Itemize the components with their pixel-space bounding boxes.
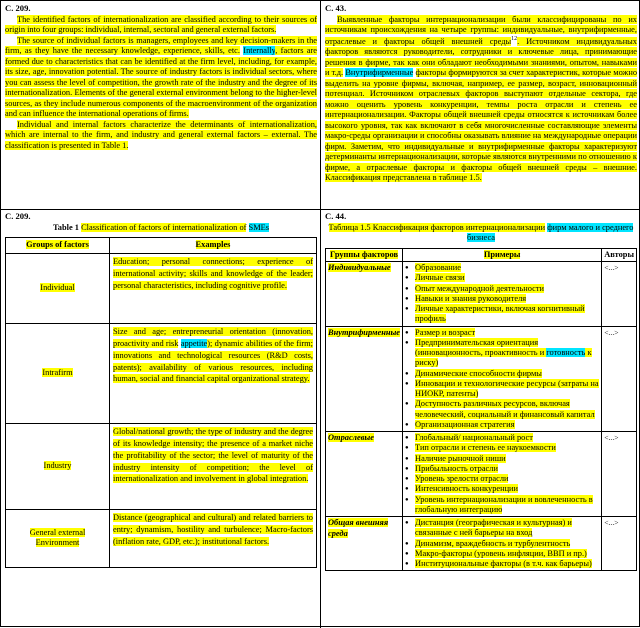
en-examples-individual: Education; personal connections; experience of international activity; skills and knowledge of the leader; personal characteristics, including cognitive profile.: [113, 256, 313, 290]
ru-examples-cell: [403, 262, 602, 327]
en-table-caption-term: SMEs: [248, 222, 270, 232]
ru-group-label: Индивидуальные: [328, 263, 391, 273]
en-table-caption: [5, 223, 317, 234]
list-item: [405, 304, 599, 325]
ru-example-text: Навыки и знания руководителя: [415, 293, 527, 303]
ru-group-cell: [326, 432, 403, 517]
list-item: [405, 518, 599, 539]
column-divider: [320, 1, 321, 628]
ru-example-text: Опыт международной деятельности: [415, 283, 544, 293]
ru-examples-cell: [403, 326, 602, 432]
en-text-cell: [5, 3, 317, 208]
en-text-p2b: , factors are formed due to characteristics that can be identified at the firm level, including, for example, its size, age, innovation potential. The source of industry factors is individual sectors, where you can assess the level of competition, the growth rate of the industry and the degree of its internationalization. Elements of the general external environment belong to the higher-level sources, as they include numerous components of the macroenvironment of the organization and can influence the international operations of firms.: [5, 46, 317, 119]
ru-col-groups: [326, 248, 403, 262]
ru-example-text: Динамизм, враждебность и турбулентность: [415, 538, 571, 548]
en-group-cell: [6, 509, 110, 567]
ru-example-text: Личные связи: [415, 273, 465, 283]
ru-example-text: Интенсивность конкуренции: [415, 484, 519, 494]
en-table-cell: [5, 211, 317, 626]
ru-text-p1c: факторы формируются за счет характеристик, которые можно выделить на уровне фирмы, включая, например, ее размер, возраст, инновационный потенциал. Источником отраслевых факторов выступают отдельные сектора, где можно оценить уровень конкуренции, темпы роста отрасли и степень ее интернационализации. Факторы общей внешней среды относятся к источникам более высокого уровня, так как включают в себя многочисленные составляющие элементы макро-среды организации и способны оказывать влияние на международные операции фирм. Заметим, что индивидуальные и внутрифирменные факторы характеризуют детерминанты интернационализации, которые являются внутренними по отношению к фирме, а отраслевые факторы и факторы общей внешней среды – внешние. Классификация представлена в таблице 1.5.: [325, 68, 637, 183]
en-group-cell: [6, 423, 110, 509]
en-text-p2a: The source of individual factors is managers, employees and key decision-makers in the firm, as they have the necessary knowledge, experience, skills, etc.: [5, 35, 317, 56]
list-item: [405, 474, 599, 484]
en-table-caption-label: Table 1: [52, 222, 79, 232]
ru-group-label: Внутрифирменные: [328, 327, 401, 337]
en-table-caption-text: Classification of factors of internationalization of: [81, 222, 247, 232]
list-item: [405, 273, 599, 283]
ru-text-footnote-ref: 12: [511, 35, 518, 42]
table-row: [326, 517, 637, 571]
en-examples-intrafirm-a: Size and age; entrepreneurial orientation (innovation, proactivity and risk: [113, 326, 313, 348]
ru-col-groups-label: Группы факторов: [330, 249, 398, 259]
ru-table-caption: [325, 223, 637, 244]
ru-examples-list: [405, 263, 599, 325]
en-examples-cell: [110, 423, 317, 509]
list-item: [405, 420, 599, 430]
list-item: [405, 559, 599, 569]
table-row: [326, 326, 637, 432]
list-item: [405, 443, 599, 453]
table-row: [6, 509, 317, 567]
ru-table-caption-text: Таблица 1.5 Классификация факторов интернационализации: [328, 222, 546, 232]
ru-group-cell: [326, 517, 403, 571]
ru-example-text: Организационная стратегия: [415, 419, 515, 429]
list-item: [405, 539, 599, 549]
en-text-paragraph-1: [5, 15, 317, 36]
ru-authors-cell: <...>: [602, 517, 637, 571]
en-group-cell: [6, 323, 110, 423]
ru-example-text: Наличие рыночной ниши: [415, 453, 506, 463]
table-header-row: [6, 238, 317, 254]
ru-text-term-intrafirm: Внутрифирменные: [345, 68, 414, 78]
table-row: [326, 432, 637, 517]
row-divider: [1, 209, 640, 210]
ru-example-text: Предпринимательская ориентация (инновационность, проактивность и готовность к риску): [415, 337, 592, 368]
ru-text-paragraph-1: [325, 15, 637, 184]
ru-examples-list: [405, 328, 599, 431]
list-item: [405, 495, 599, 516]
ru-table-page-ref: С. 44.: [325, 211, 347, 221]
ru-example-text: Образование: [415, 263, 461, 273]
ru-example-text: Уровень зрелости отрасли: [415, 474, 509, 484]
ru-example-text: Уровень интернационализации и вовлеченность в глобальную интеграцию: [415, 494, 593, 514]
en-table-page-ref: С. 209.: [5, 211, 31, 221]
en-group-general-external: General external Environment: [29, 527, 86, 548]
table-row: [6, 423, 317, 509]
ru-example-text: Динамические способности фирмы: [415, 368, 542, 378]
list-item: [405, 369, 599, 379]
ru-group-label: Общая внешняя среда: [328, 518, 389, 538]
en-col-examples-label: Examples: [195, 240, 231, 250]
ru-text-p1a: Выявленные факторы интернационализации были классифицированы по их источникам происхождения на четыре группы: индивидуальные, внутрифирменные, отраслевые и факторы общей внешней среды: [325, 14, 637, 46]
table-row: [6, 253, 317, 323]
en-text-p1: The identified factors of internationalization are classified according to their sources of origin into four groups: individual, internal, sectoral and general external factors.: [5, 14, 317, 35]
en-examples-cell: [110, 509, 317, 567]
en-col-examples: [110, 238, 317, 254]
ru-group-cell: [326, 326, 403, 432]
ru-group-label: Отраслевые: [328, 433, 374, 443]
ru-col-authors-label: Авторы: [604, 249, 634, 259]
ru-example-text: Макро-факторы (уровень инфляции, ВВП и пр.): [415, 548, 587, 558]
ru-example-text: Инновации и технологические ресурсы (затраты на НИОКР, патенты): [415, 378, 599, 399]
ru-example-text: Тип отрасли и степень ее наукоемкости: [415, 443, 556, 453]
ru-example-text: Личные характеристики, включая когнитивный профиль: [415, 304, 585, 324]
list-item: [405, 464, 599, 474]
list-item: [405, 549, 599, 559]
ru-authors-cell: <...>: [602, 262, 637, 327]
en-group-intrafirm: Intrafirm: [42, 367, 73, 377]
ru-example-text: Прибыльность отрасли: [415, 463, 498, 473]
ru-col-authors: [602, 248, 637, 262]
table-row: [326, 262, 637, 327]
en-examples-cell: [110, 323, 317, 423]
ru-examples-list: [405, 433, 599, 515]
list-item: [405, 284, 599, 294]
ru-example-text: Глобальный/ национальный рост: [415, 433, 533, 443]
list-item: [405, 454, 599, 464]
ru-examples-cell: [403, 432, 602, 517]
list-item: [405, 294, 599, 304]
ru-text-p1b: . Источником индивидуальных факторов являются руководители, сотрудники и ключевые лица, принимающие решения в фирме, так как они обладают необходимыми знаниями, опытом, навыками и т.д.: [325, 36, 637, 78]
ru-text-page-ref: С. 43.: [325, 3, 347, 13]
ru-table-cell: [325, 211, 637, 626]
ru-example-text: Размер и возраст: [415, 327, 476, 337]
ru-examples-cell: [403, 517, 602, 571]
table-header-row: [326, 248, 637, 262]
en-text-term-internally: Internally: [243, 46, 276, 56]
ru-example-text: Институциональные факторы (в т.ч. как барьеры): [415, 559, 592, 569]
en-examples-general-external: Distance (geographical and cultural) and related barriers to entry; dynamism, hostility and turbulence; Macro-factors (inflation rate, GDP, etc.); institutional factors.: [113, 512, 313, 546]
ru-authors-cell: <...>: [602, 432, 637, 517]
en-text-paragraph-2: [5, 36, 317, 120]
ru-example-text: Дистанция (географическая и культурная) и связанные с ней барьеры на вход: [415, 518, 572, 538]
ru-table-caption-term: фирм малого и среднего бизнеса: [467, 222, 634, 243]
ru-example-text: Доступность различных ресурсов, включая человеческий, социальный и финансовый капитал: [415, 399, 595, 419]
list-item: [405, 379, 599, 400]
list-item: [405, 399, 599, 420]
en-col-groups-label: Groups of factors: [26, 240, 89, 250]
ru-authors-cell: <...>: [602, 326, 637, 432]
ru-text-cell: [325, 3, 637, 208]
en-group-individual: Individual: [40, 282, 75, 292]
ru-group-cell: [326, 262, 403, 327]
en-examples-intrafirm-b: ); dynamic abilities of the firm; innovations and technological resources (R&D costs, patents); availability of various resources, including human, social and financial capital organizational strategy.: [113, 338, 313, 384]
en-group-industry: Industry: [43, 460, 72, 470]
ru-examples-list: [405, 518, 599, 569]
list-item: [405, 433, 599, 443]
en-factors-table: [5, 237, 317, 568]
table-row: [6, 323, 317, 423]
ru-col-examples: [403, 248, 602, 262]
en-text-paragraph-3: [5, 120, 317, 152]
list-item: [405, 338, 599, 369]
en-examples-intrafirm-term: appetite: [180, 338, 208, 348]
ru-col-examples-label: Примеры: [483, 249, 521, 259]
en-text-page-ref: С. 209.: [5, 3, 31, 13]
en-group-cell: [6, 253, 110, 323]
list-item: [405, 263, 599, 273]
en-col-groups: [6, 238, 110, 254]
list-item: [405, 484, 599, 494]
ru-factors-table: [325, 248, 637, 572]
en-examples-industry: Global/national growth; the type of industry and the degree of its knowledge intensity; the presence of a market niche the profitability of the sector; the level of maturity of the industry intensity of competition; the level of internationalization and involvement in global integration.: [113, 426, 313, 484]
en-text-p3: Individual and internal factors characterize the determinants of internationalization, which are internal to the firm, and industry and general external factors – external. The classification is presented in Table 1.: [5, 119, 317, 150]
list-item: [405, 328, 599, 338]
en-examples-cell: [110, 253, 317, 323]
